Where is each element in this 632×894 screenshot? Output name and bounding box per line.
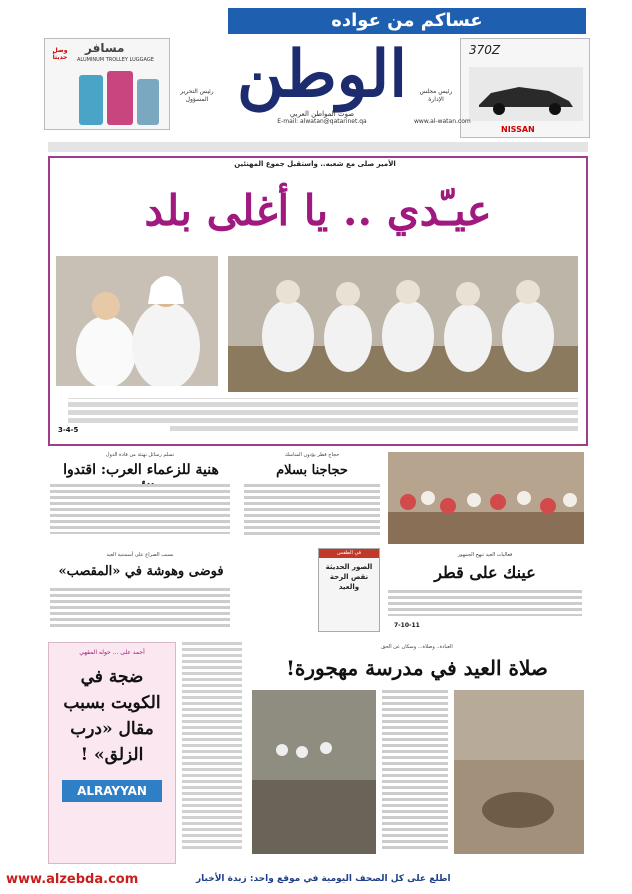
prayer-photo [228,256,578,392]
story-hajj-headline[interactable]: حجاجنا بسلام [276,463,348,478]
story-chaos-kicker: بسبب الصراع على أسمنتية العيد [106,552,174,558]
footer-notice: اطلع على كل الصحف اليومية في موقع واحد: زبدة الأخبار [196,874,451,884]
kuwait-kicker: أحمد على ... حوله المقهي [79,649,145,656]
tagline: صوت المواطن العربي [289,110,355,118]
luggage-caption: ALUMINUM TROLLEY LUGGAGE [77,57,154,63]
story-qatar-page-ref: 7-10-11 [394,622,420,629]
school-photo-1 [252,690,376,854]
alrayyan-ad: ALRAYYAN [62,780,162,802]
luggage-brand: مسافر [85,41,125,55]
emir-child-photo [56,256,218,386]
story-hajj-text [244,484,380,540]
weather-text: الصور الحديثة نقص الرحة والعيد [325,563,373,591]
weather-title: في الطقس [319,549,379,558]
main-kicker: الأمير صلى مع شعبه.. واستقبل جموع المهنئين [234,160,396,168]
email: E-mail: alwatan@qatarinet.qa [277,118,367,125]
logo-text: الوطن [237,37,407,112]
car-brand: NISSAN [501,125,535,134]
editor-right: رئيس مجلس الإدارة [419,88,453,103]
bottom-mid-column [182,642,242,864]
story-chaos-headline[interactable]: فوضى وهوشة في «المقصب» [58,564,224,579]
story-qatar-text [388,590,582,620]
footer-bar [0,870,632,894]
school-photo-2 [454,690,584,854]
luggage-ad[interactable] [44,38,170,130]
story-qatar-headline[interactable]: عينك على قطر [434,563,536,582]
story-hanieh-kicker: تسلم رسائل تهنئة من قادة الدول [105,452,175,458]
car-model: 370Z [469,43,501,57]
dateline [48,142,588,152]
story-school-kicker: العبادة.. وصلاة... وسكان عن الحق [381,644,453,650]
story-school-headline[interactable]: صلاة العيد في مدرسة مهجورة! [286,656,548,680]
car-image [469,67,583,121]
main-page-ref: 3-4-5 [58,426,79,434]
kuwait-headline: ضجة في الكويت بسبب مقال «درب الزلق» ! [63,667,161,765]
luggage-badge: وصل حديثاً [52,47,68,61]
luggage-image [75,67,165,127]
main-story-text [68,398,578,438]
main-headline[interactable]: عيـّدي .. يا أغلى بلد [144,186,492,235]
story-chaos-text [50,588,230,632]
crowd-photo [388,452,584,544]
masthead-logo[interactable] [222,37,422,125]
editor-left: رئيس التحرير المسؤول [180,88,214,103]
car-ad[interactable] [460,38,590,138]
story-hanieh-headline[interactable]: هنية للزعماء العرب: اقتدوا [63,462,219,478]
eid-banner: عساكم من عواده [228,8,586,34]
story-hanieh-text [50,484,230,544]
kuwait-box[interactable] [48,642,176,864]
story-hajj-kicker: حجاج قطر يؤدون المناسك [284,452,340,458]
footer-url[interactable]: www.alzebda.com [6,872,139,887]
story-qatar-kicker: فعاليات العيد تبهج الجمهور [457,552,513,558]
weather-box[interactable] [318,548,380,632]
website: www.al-watan.com [414,118,471,125]
story-school-text [382,690,448,854]
